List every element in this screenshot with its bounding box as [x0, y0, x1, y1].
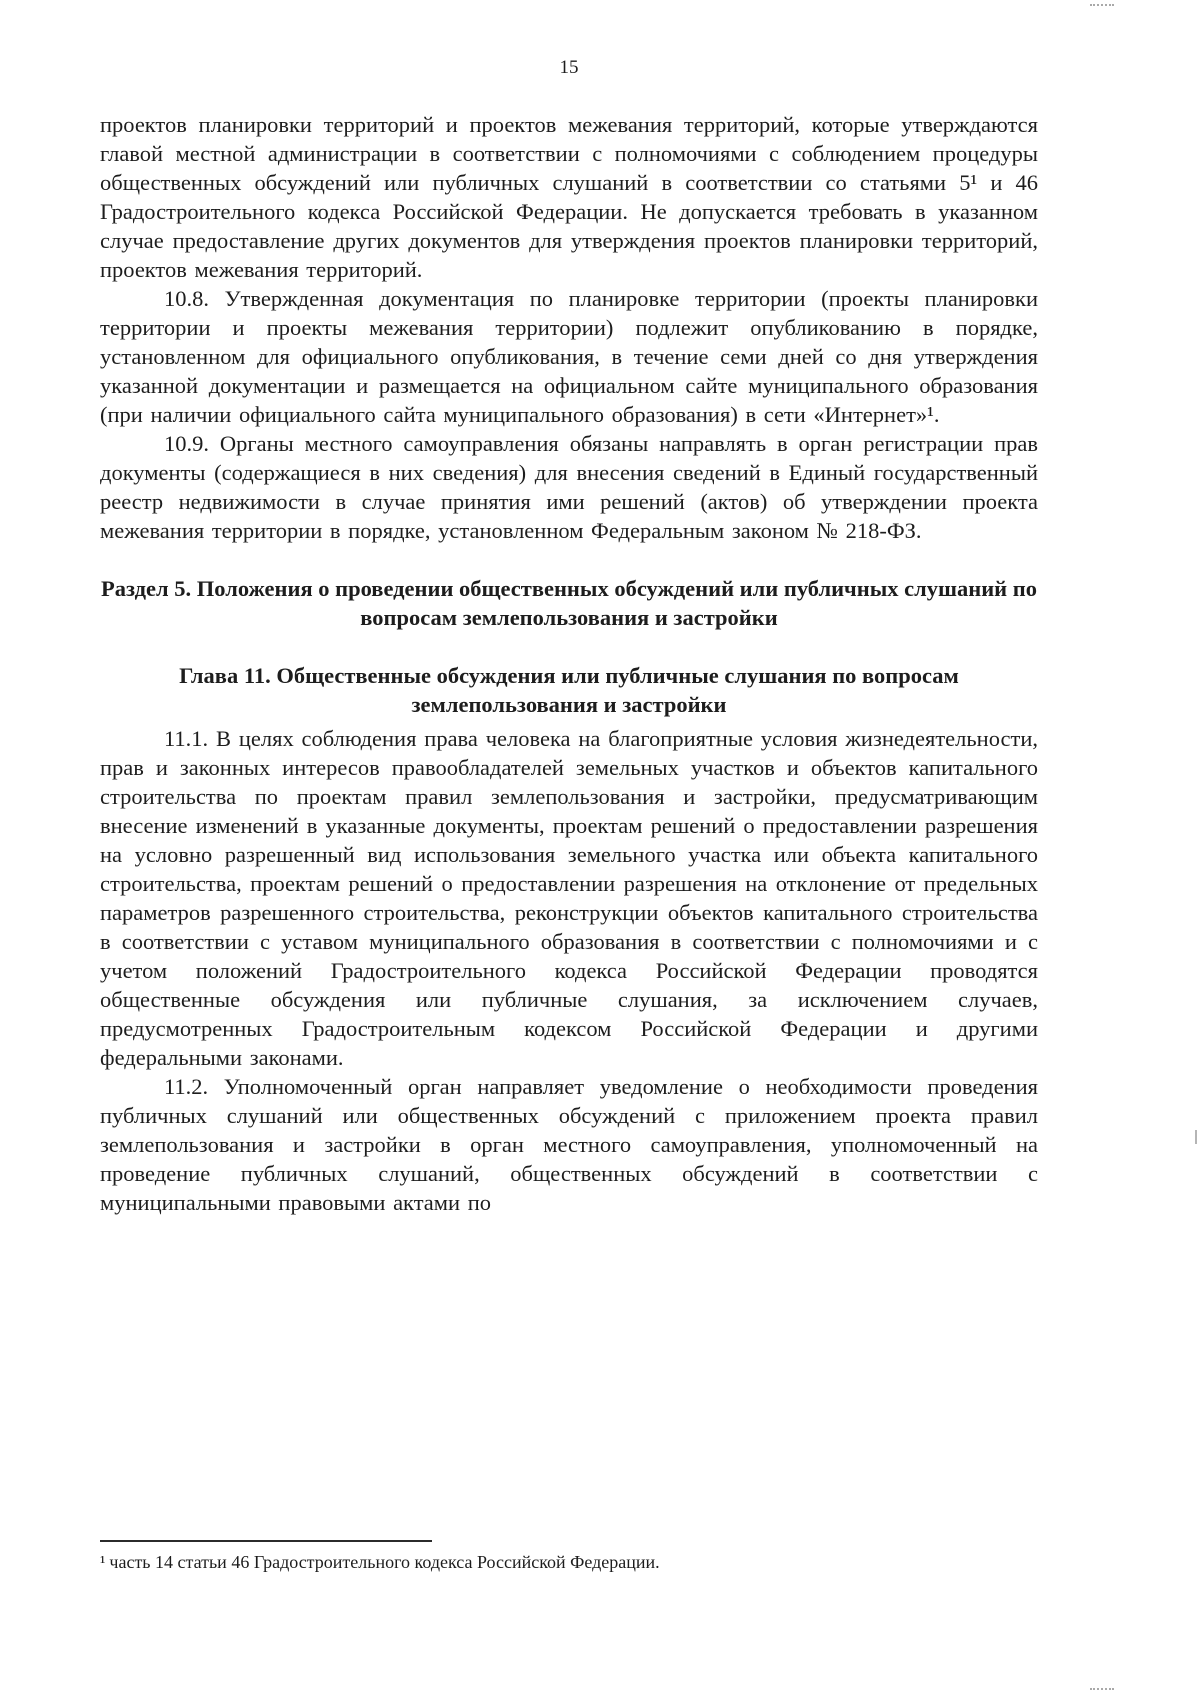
page-content [100, 56, 1038, 1217]
footnote-separator [100, 1540, 432, 1542]
chapter-11-heading: Глава 11. Общественные обсуждения или публичные слушания по вопросам землепользования и застройки [179, 663, 959, 717]
footnote-text: часть 14 статьи 46 Градостроительного кодекса Российской Федерации. [109, 1552, 660, 1572]
scan-artifact-bottom [1090, 1688, 1114, 1690]
paragraph-continuation: проектов планировки территорий и проектов межевания территорий, которые утверждаются главой местной администрации в соответствии с полномочиями с соблюдением процедуры общественных обсуждений или публичных слушаний в соответствии со статьями 5¹ и 46 Градостроительного кодекса Российской Федерации. Не допускается требовать в указанном случае предоставление других документов для утверждения проектов планировки территорий, проектов межевания территорий. [100, 112, 1038, 282]
paragraph-10-8: 10.8. Утвержденная документация по планировке территории (проекты планировки территории и проекты межевания территории) подлежит опубликованию в порядке, установленном для официального опубликования, в течение семи дней со дня утверждения указанной документации и размещается на официальном сайте муниципального образования (при наличии официального сайта муниципального образования) в сети «Интернет»¹. [100, 286, 1038, 427]
footnote-marker: ¹ [100, 1552, 106, 1572]
page-number: 15 [559, 57, 579, 78]
scan-artifact-top [1090, 4, 1114, 6]
footnote-line [100, 1551, 1038, 1574]
paragraph-10-9: 10.9. Органы местного самоуправления обязаны направлять в орган регистрации прав документы (содержащиеся в них сведения) для внесения сведений в Единый государственный реестр недвижимости в случае принятия ими решений (актов) об утверждении проекта межевания территории в порядке, установленном Федеральным законом № 218-ФЗ. [100, 431, 1038, 543]
paragraph-11-2: 11.2. Уполномоченный орган направляет уведомление о необходимости проведения публичных слушаний или общественных обсуждений с приложением проекта правил землепользования и застройки в орган местного самоуправления, уполномоченный на проведение публичных слушаний, общественных обсуждений в соответствии с муниципальными правовыми актами по [100, 1074, 1038, 1215]
paragraph-11-1: 11.1. В целях соблюдения права человека на благоприятные условия жизнедеятельности, прав и законных интересов правообладателей земельных участков и объектов капитального строительства по проектам правил землепользования и застройки, предусматривающим внесение изменений в указанные документы, проектам решений о предоставлении разрешения на условно разрешенный вид использования земельного участка или объекта капитального строительства, проектам решений о предоставлении разрешения на отклонение от предельных параметров разрешенного строительства, реконструкции объектов капитального строительства в соответствии с уставом муниципального образования в соответствии с полномочиями и с учетом положений Градостроительного кодекса Российской Федерации проводятся общественные обсуждения или публичные слушания, за исключением случаев, предусмотренных Градостроительным кодексом Российской Федерации и другими федеральными законами. [100, 726, 1038, 1070]
section-5-heading: Раздел 5. Положения о проведении общественных обсуждений или публичных слушаний по вопросам землепользования и застройки [101, 576, 1037, 630]
scan-artifact-edge [1195, 1130, 1197, 1144]
footnote [100, 1540, 1038, 1574]
